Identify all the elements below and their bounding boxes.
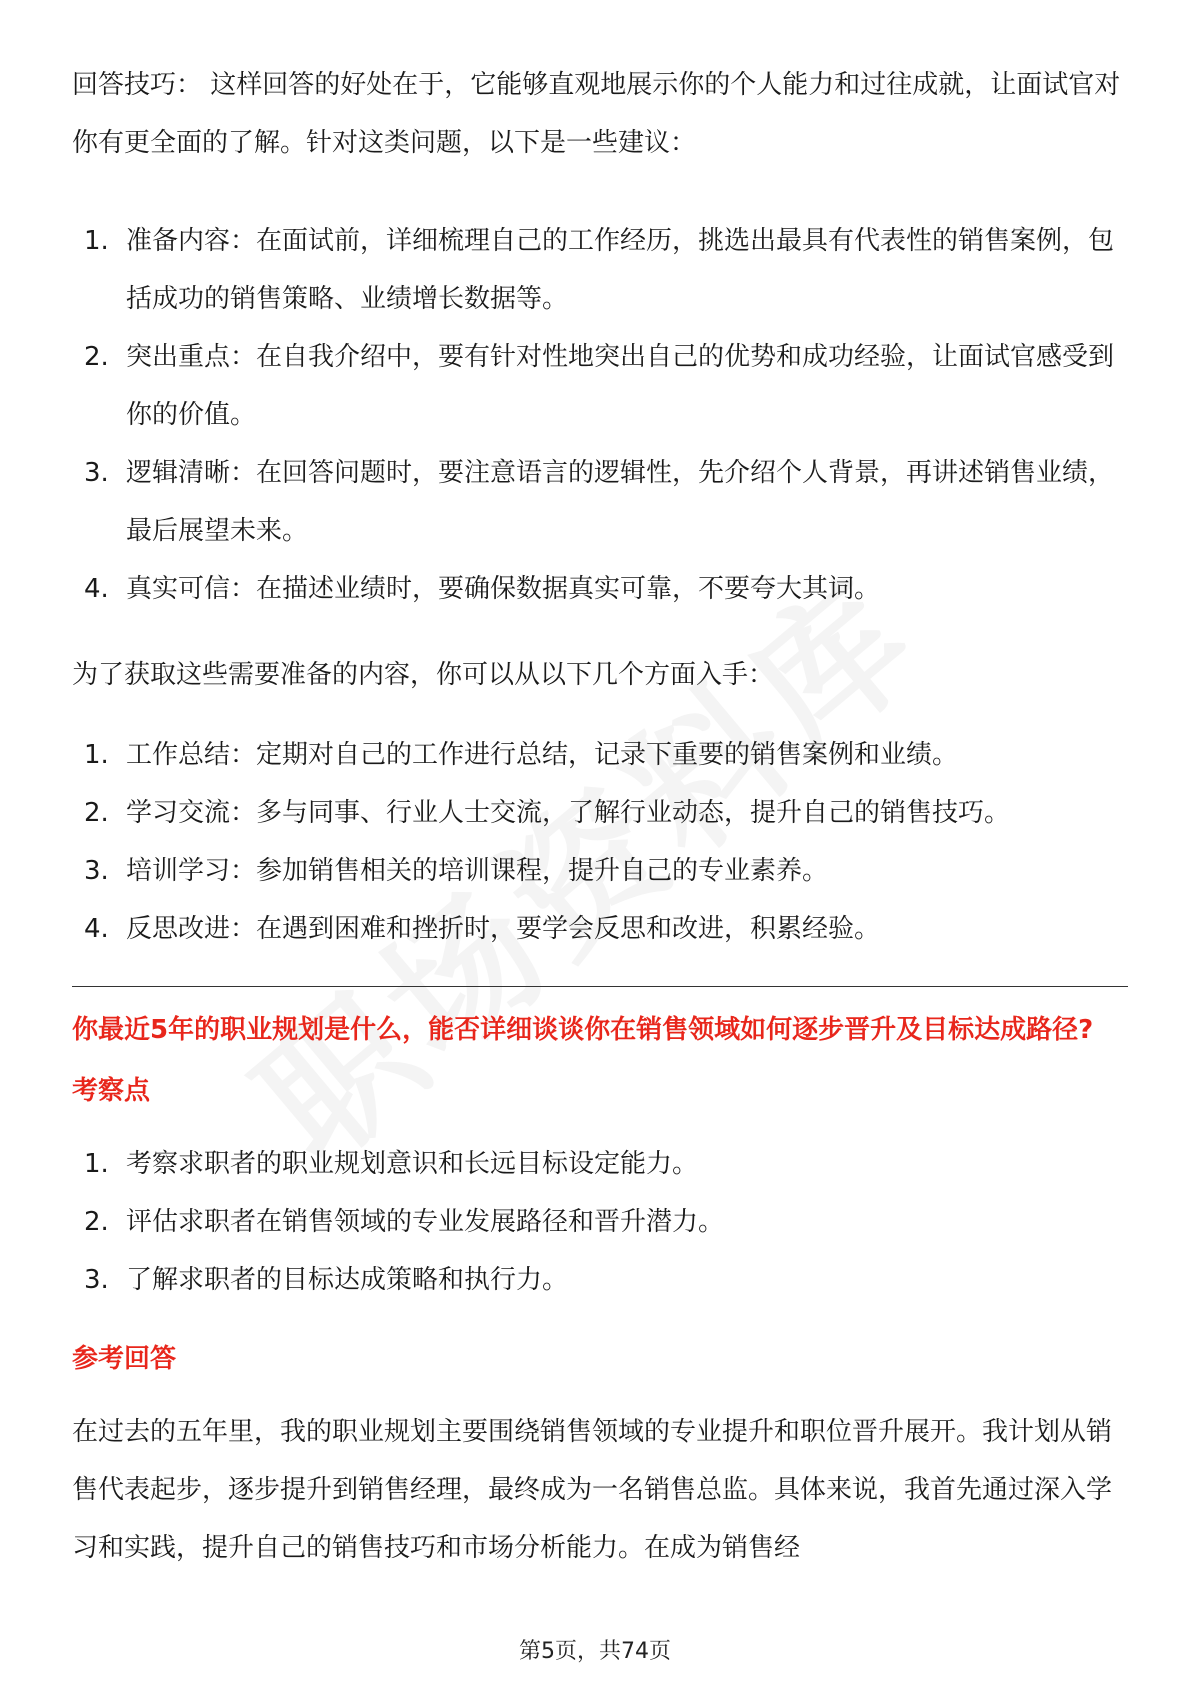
list-item: 2. 评估求职者在销售领域的专业发展路径和晋升潜力。 — [84, 1207, 725, 1237]
list-item: 3. 培训学习：参加销售相关的培训课程，提升自己的专业素养。 — [84, 856, 829, 886]
page-footer: 第5页，共74页 — [519, 1639, 671, 1664]
answer-paragraph: 在过去的五年里，我的职业规划主要围绕销售领域的专业提升和职位晋升展开。我计划从销售代表起步，逐步提升到销售经理，最终成为一名销售总监。具体来说，我首先通过深入学习和实践，提升自己的销售技巧和市场分析能力。在成为销售经 — [72, 1417, 1113, 1563]
sources-intro: 为了获取这些需要准备的内容，你可以从以下几个方面入手： — [72, 660, 775, 690]
interview-question: 你最近5年的职业规划是什么，能否详细谈谈你在销售领域如何逐步晋升及目标达成路径? — [72, 1015, 1094, 1045]
list-item: 4. 反思改进：在遇到困难和挫折时，要学会反思和改进，积累经验。 — [84, 914, 881, 944]
list-item: 1. 考察求职者的职业规划意识和长远目标设定能力。 — [84, 1149, 699, 1179]
page-content — [72, 56, 1128, 1617]
suggestions-list — [72, 212, 1128, 618]
list-item: 1. 准备内容：在面试前，详细梳理自己的工作经历，挑选出最具有代表性的销售案例，包括成功的销售策略、业绩增长数据等。 — [84, 226, 1115, 314]
list-item: 4. 真实可信：在描述业绩时，要确保数据真实可靠，不要夸大其词。 — [84, 574, 881, 604]
section-divider — [72, 986, 1128, 987]
sources-list — [72, 726, 1128, 958]
focus-list — [72, 1135, 1128, 1309]
intro-paragraph: 回答技巧： 这样回答的好处在于，它能够直观地展示你的个人能力和过往成就，让面试官对你有更全面的了解。针对这类问题，以下是一些建议： — [72, 70, 1121, 158]
list-item: 2. 学习交流：多与同事、行业人士交流，了解行业动态，提升自己的销售技巧。 — [84, 798, 1011, 828]
list-item: 1. 工作总结：定期对自己的工作进行总结，记录下重要的销售案例和业绩。 — [84, 740, 959, 770]
list-item: 3. 了解求职者的目标达成策略和执行力。 — [84, 1265, 569, 1295]
list-item: 3. 逻辑清晰：在回答问题时，要注意语言的逻辑性，先介绍个人背景，再讲述销售业绩，最后展望未来。 — [84, 458, 1115, 546]
list-item: 2. 突出重点：在自我介绍中，要有针对性地突出自己的优势和成功经验，让面试官感受到你的价值。 — [84, 342, 1115, 430]
answer-heading: 参考回答 — [72, 1344, 177, 1374]
focus-heading: 考察点 — [72, 1076, 151, 1106]
